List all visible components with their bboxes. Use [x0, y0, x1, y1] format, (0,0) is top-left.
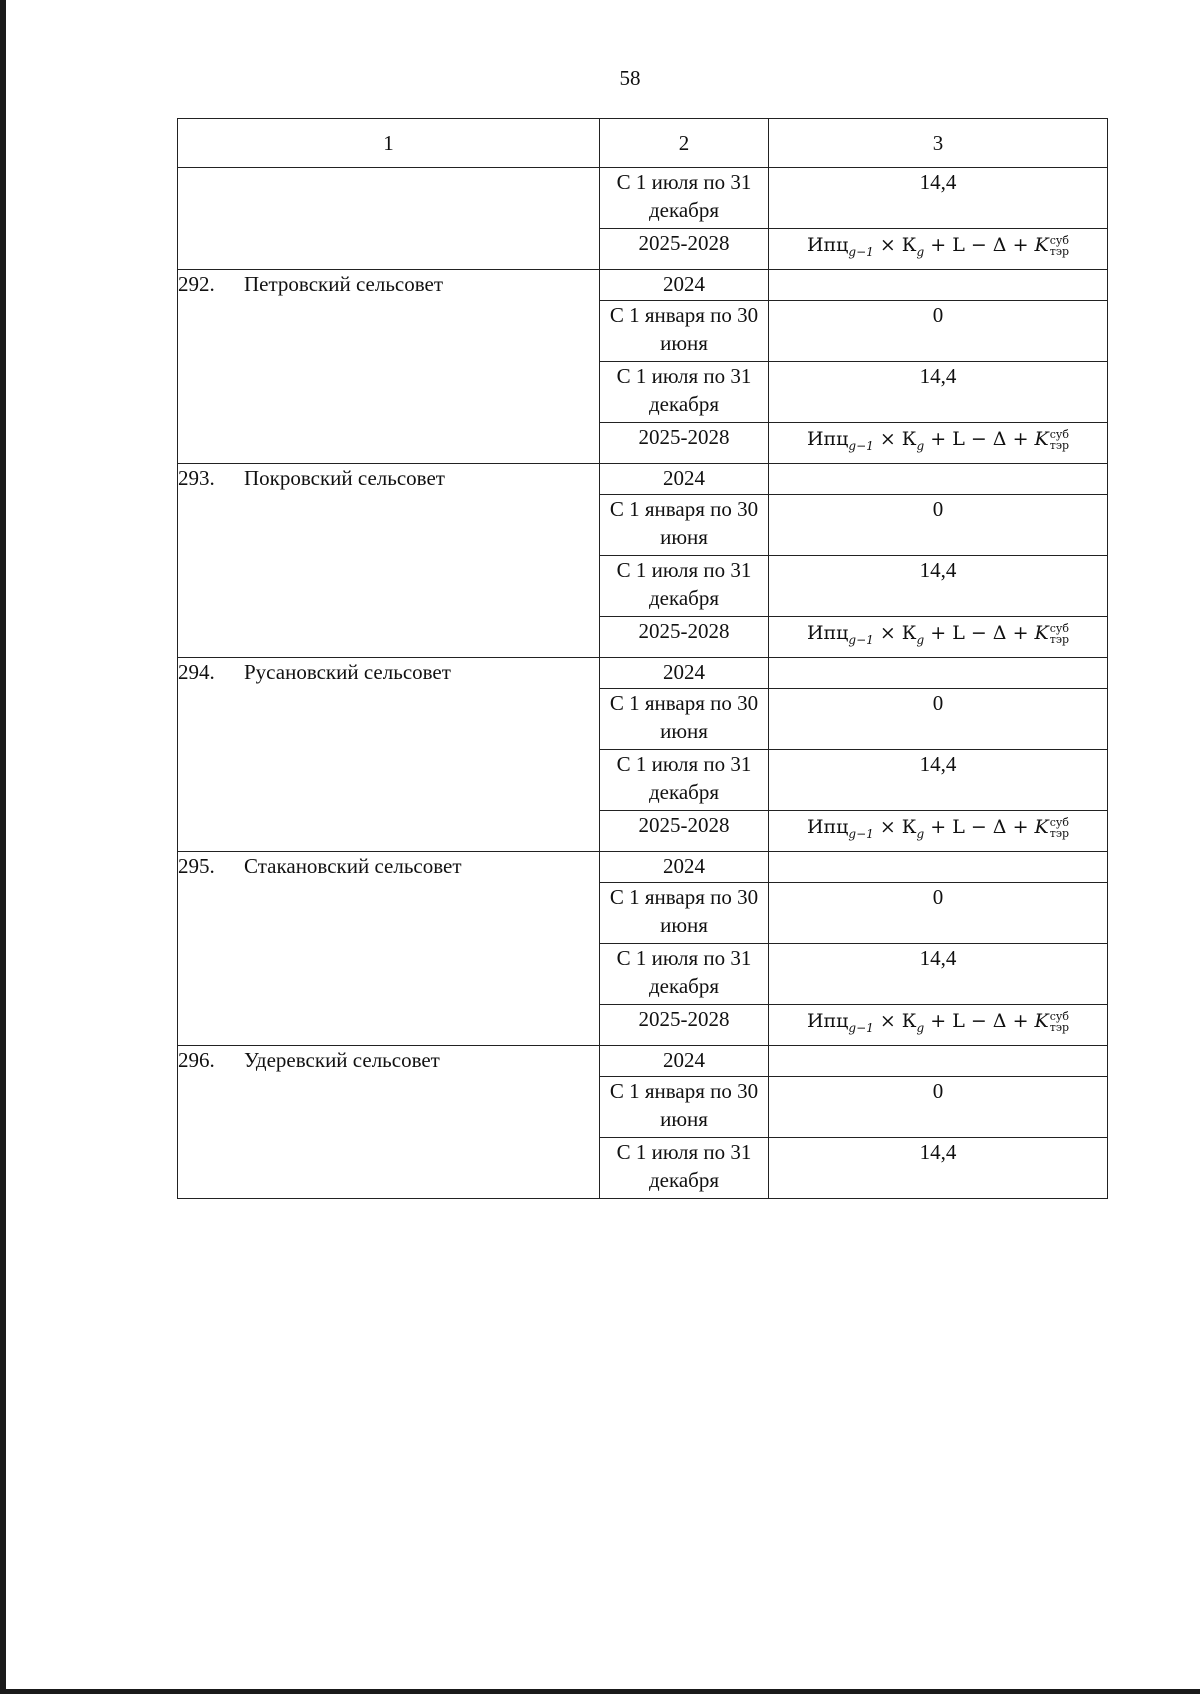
- formula-times: ×: [879, 234, 896, 256]
- formula-base: Ипц: [806, 622, 849, 644]
- formula-rest: + L − Δ +: [930, 622, 1029, 644]
- formula-base: Ипц: [806, 428, 849, 450]
- formula-kter: K: [1034, 1010, 1049, 1032]
- tariff-formula: [807, 617, 1069, 654]
- region-name: Удеревский сельсовет: [244, 1048, 440, 1072]
- value-cell: 0: [769, 689, 1108, 750]
- formula-base-sub: g−1: [848, 1020, 874, 1035]
- column-header-3: 3: [769, 119, 1108, 168]
- formula-base-sub: g−1: [848, 632, 874, 647]
- formula-kter-sub: тэр: [1049, 245, 1070, 258]
- region-cell: [178, 852, 600, 1046]
- value-cell: [769, 852, 1108, 883]
- value-cell: 14,4: [769, 362, 1108, 423]
- formula-rest: + L − Δ +: [930, 428, 1029, 450]
- region-number: 292.: [178, 272, 215, 296]
- formula-kter-indices: [1050, 429, 1069, 451]
- region-name: Русановский сельсовет: [244, 660, 451, 684]
- region-name: Покровский сельсовет: [244, 466, 445, 490]
- value-cell: [769, 464, 1108, 495]
- period-cell: С 1 января по 30 июня: [600, 1077, 769, 1138]
- formula-kter-sub: тэр: [1049, 827, 1070, 840]
- period-cell: 2025-2028: [600, 617, 769, 658]
- value-cell: 0: [769, 1077, 1108, 1138]
- formula-kter-indices: [1050, 1011, 1069, 1033]
- formula-k: К: [901, 234, 917, 256]
- period-cell: 2024: [600, 852, 769, 883]
- period-cell: 2025-2028: [600, 811, 769, 852]
- region-name: Стакановский сельсовет: [244, 854, 462, 878]
- value-cell: [769, 1046, 1108, 1077]
- formula-k: К: [901, 816, 917, 838]
- formula-kter: K: [1034, 234, 1049, 256]
- value-cell: 14,4: [769, 944, 1108, 1005]
- value-cell: 14,4: [769, 556, 1108, 617]
- value-cell: [769, 423, 1108, 464]
- region-name: Петровский сельсовет: [244, 272, 444, 296]
- formula-k: К: [901, 622, 917, 644]
- formula-kter: K: [1034, 622, 1049, 644]
- formula-kter-sub: тэр: [1049, 1021, 1070, 1034]
- formula-kter-sub: тэр: [1049, 633, 1070, 646]
- value-cell: [769, 229, 1108, 270]
- formula-kter-indices: [1050, 817, 1069, 839]
- column-header-1: 1: [178, 119, 600, 168]
- period-cell: 2024: [600, 464, 769, 495]
- value-cell: [769, 811, 1108, 852]
- region-number: 293.: [178, 466, 215, 490]
- formula-kter-sup: суб: [1049, 428, 1070, 441]
- value-cell: [769, 617, 1108, 658]
- period-cell: 2025-2028: [600, 1005, 769, 1046]
- tariff-table: [177, 118, 1108, 1199]
- value-cell: [769, 270, 1108, 301]
- formula-times: ×: [879, 1010, 896, 1032]
- period-cell: 2024: [600, 1046, 769, 1077]
- value-cell: 14,4: [769, 168, 1108, 229]
- formula-base-sub: g−1: [848, 826, 874, 841]
- formula-rest: + L − Δ +: [930, 234, 1029, 256]
- table-row: [178, 168, 1108, 229]
- formula-k-sub: g: [916, 244, 925, 259]
- value-cell: 0: [769, 495, 1108, 556]
- formula-kter-indices: [1050, 235, 1069, 257]
- value-cell: [769, 1005, 1108, 1046]
- formula-times: ×: [879, 816, 896, 838]
- period-cell: С 1 июля по 31 декабря: [600, 944, 769, 1005]
- region-cell: [178, 270, 600, 464]
- value-cell: 14,4: [769, 750, 1108, 811]
- period-cell: С 1 января по 30 июня: [600, 689, 769, 750]
- formula-k: К: [901, 1010, 917, 1032]
- table-row: [178, 270, 1108, 301]
- formula-kter-sup: суб: [1049, 816, 1070, 829]
- period-cell: С 1 июля по 31 декабря: [600, 1138, 769, 1199]
- formula-kter: K: [1034, 816, 1049, 838]
- value-cell: [769, 658, 1108, 689]
- formula-kter: K: [1034, 428, 1049, 450]
- period-cell: С 1 июля по 31 декабря: [600, 362, 769, 423]
- region-cell: [178, 464, 600, 658]
- table-row: [178, 464, 1108, 495]
- period-cell: С 1 января по 30 июня: [600, 301, 769, 362]
- formula-rest: + L − Δ +: [930, 1010, 1029, 1032]
- formula-base: Ипц: [806, 234, 849, 256]
- region-number: 295.: [178, 854, 215, 878]
- value-cell: 0: [769, 883, 1108, 944]
- tariff-formula: [807, 1005, 1069, 1042]
- formula-times: ×: [879, 622, 896, 644]
- period-cell: 2025-2028: [600, 423, 769, 464]
- table-header-row: [178, 119, 1108, 168]
- tariff-formula: [807, 423, 1069, 460]
- value-cell: 14,4: [769, 1138, 1108, 1199]
- region-cell: [178, 1046, 600, 1199]
- column-header-2: 2: [600, 119, 769, 168]
- region-cell: [178, 658, 600, 852]
- formula-rest: + L − Δ +: [930, 816, 1029, 838]
- table-body: [178, 168, 1108, 1199]
- page-number: 58: [619, 66, 641, 90]
- period-cell: С 1 января по 30 июня: [600, 883, 769, 944]
- formula-base-sub: g−1: [848, 244, 874, 259]
- formula-base: Ипц: [806, 1010, 849, 1032]
- formula-kter-sup: суб: [1049, 234, 1070, 247]
- formula-base-sub: g−1: [848, 438, 874, 453]
- region-number: 296.: [178, 1048, 215, 1072]
- formula-base: Ипц: [806, 816, 849, 838]
- formula-kter-sub: тэр: [1049, 439, 1070, 452]
- table-row: [178, 1046, 1108, 1077]
- formula-kter-sup: суб: [1049, 1010, 1070, 1023]
- region-number: 294.: [178, 660, 215, 684]
- period-cell: С 1 июля по 31 декабря: [600, 556, 769, 617]
- formula-times: ×: [879, 428, 896, 450]
- formula-kter-indices: [1050, 623, 1069, 645]
- formula-k-sub: g: [916, 1020, 925, 1035]
- period-cell: 2025-2028: [600, 229, 769, 270]
- region-cell: [178, 168, 600, 270]
- period-cell: С 1 июля по 31 декабря: [600, 168, 769, 229]
- scan-edge-left: [0, 0, 6, 1694]
- scan-edge-bottom: [0, 1689, 1200, 1694]
- period-cell: 2024: [600, 658, 769, 689]
- formula-k-sub: g: [916, 438, 925, 453]
- period-cell: 2024: [600, 270, 769, 301]
- tariff-formula: [807, 811, 1069, 848]
- table-row: [178, 852, 1108, 883]
- formula-k-sub: g: [916, 632, 925, 647]
- formula-kter-sup: суб: [1049, 622, 1070, 635]
- period-cell: С 1 июля по 31 декабря: [600, 750, 769, 811]
- formula-k-sub: g: [916, 826, 925, 841]
- tariff-formula: [807, 229, 1069, 266]
- formula-k: К: [901, 428, 917, 450]
- table-row: [178, 658, 1108, 689]
- period-cell: С 1 января по 30 июня: [600, 495, 769, 556]
- value-cell: 0: [769, 301, 1108, 362]
